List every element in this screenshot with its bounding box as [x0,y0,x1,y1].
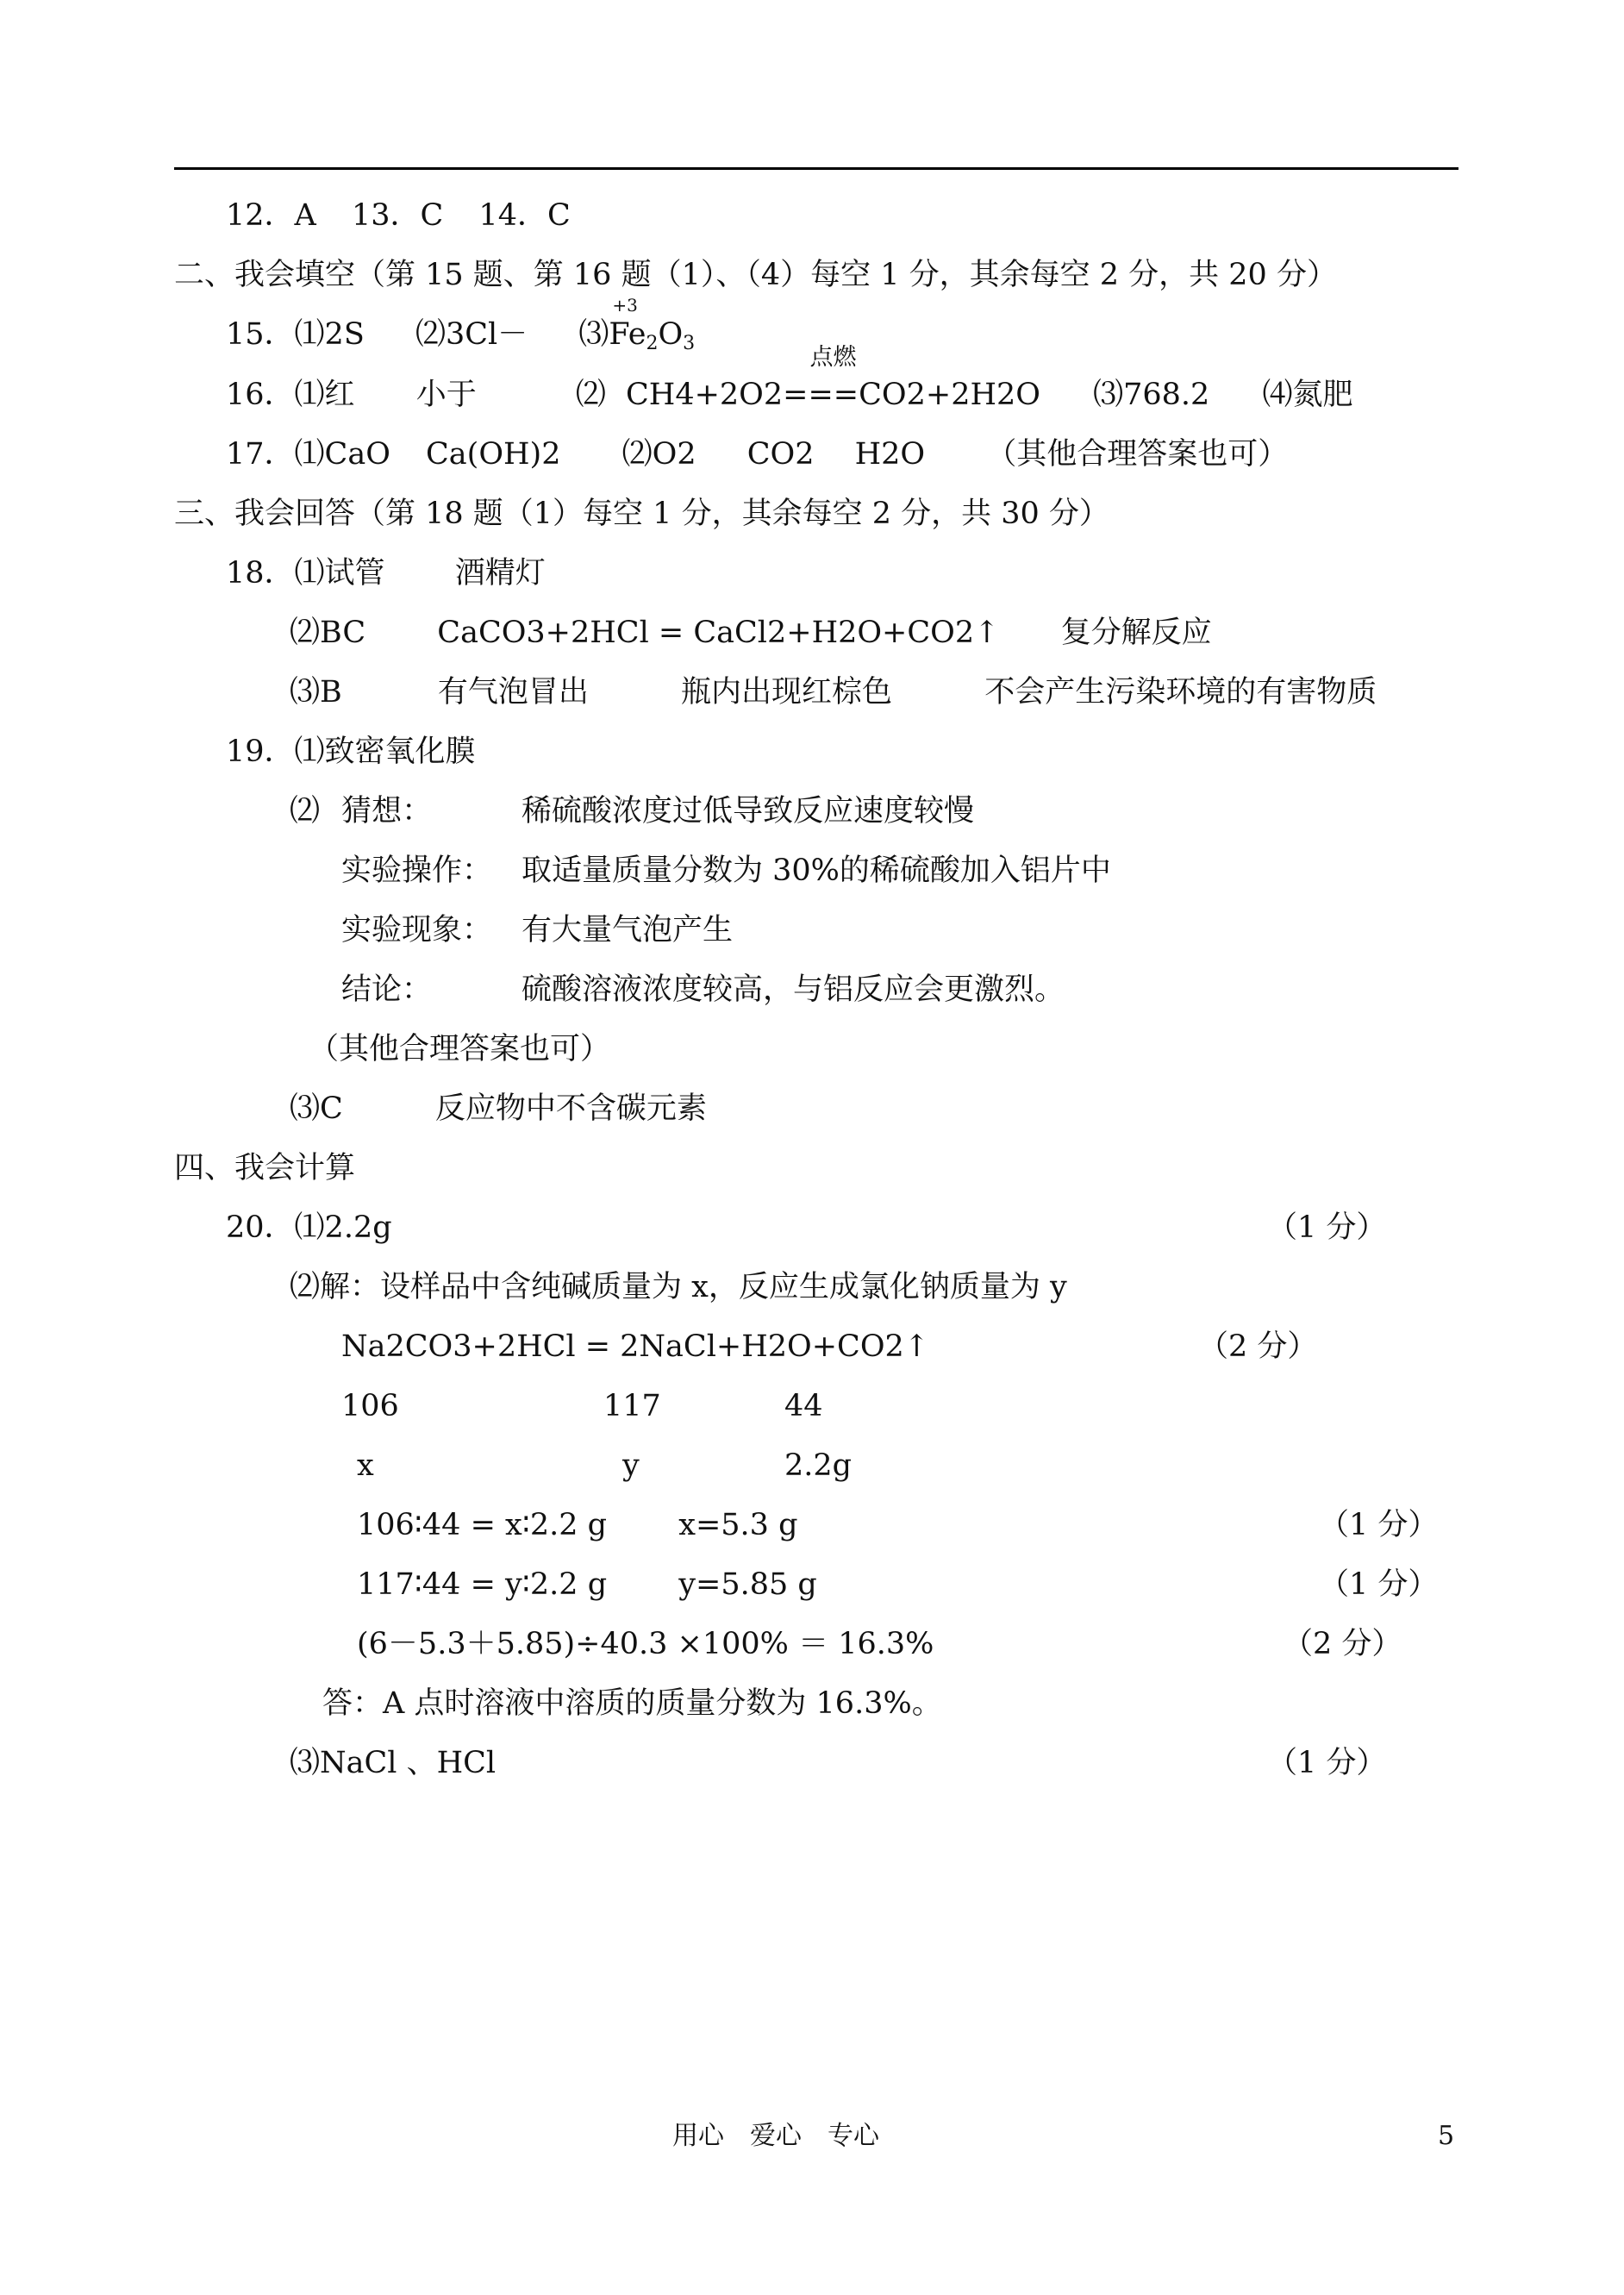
q18-answer-3c: 瓶内出现红棕色 [681,675,893,710]
combustion-equation [626,344,1040,416]
phenomenon-text: 有大量气泡产生 [522,913,734,947]
q20-final-answer: 答：A 点时溶液中溶质的质量分数为 16.3%。 [322,1686,942,1721]
q20-equation: Na2CO3+2HCl = 2NaCl+H2O+CO2↑ [341,1329,930,1364]
footer-motto: 用心 爱心 专心 [672,2121,879,2151]
result-x: x=5.3 g [678,1508,798,1542]
score-2: （2 分） [1198,1329,1318,1364]
percentage-calculation: (6－5.3＋5.85)÷40.3 ×100% ＝ 16.3% [357,1627,934,1661]
q19-answer-1: ⑴致密氧化膜 [294,735,476,769]
q19-note: （其他合理答案也可） [309,1032,611,1066]
score-3: （1 分） [1319,1508,1439,1542]
section-3-title: 三、我会回答（第 18 题（1）每空 1 分，其余每空 2 分，共 30 分） [174,497,1109,531]
q17-answer-1b: Ca(OH)2 [426,437,561,472]
result-y: y=5.85 g [678,1567,817,1602]
ratio-line-2 [357,1564,817,1605]
q18-line-3 [290,672,1377,713]
answer-13: 13．C [351,198,444,233]
molar-mass-1: 106 [341,1389,399,1423]
q16-answer-2-prefix: ⑵ [575,378,606,412]
q20-answer-3: ⑶NaCl 、HCl [290,1746,497,1780]
q20-answer-1: ⑴2.2g [294,1210,392,1245]
q19-answer-3: ⑶C [290,1091,343,1126]
q17-line [226,434,1288,475]
q17-answer-2c: H2O [854,437,926,472]
q16-line [226,344,1353,416]
q19-line-1 [226,731,476,772]
q17-answer-2: ⑵O2 [621,437,696,472]
operation-text: 取适量质量分数为 30%的稀硫酸加入铝片中 [522,854,1111,888]
q15-answer-3-prefix: ⑶ [578,317,609,352]
q19-line-3 [290,1088,707,1129]
guess-label: 猜想： [341,794,433,829]
subscript: 3 [683,333,696,354]
q18-answer-3b: 有气泡冒出 [437,675,589,710]
score-5: （2 分） [1283,1627,1402,1661]
q15-number: 15． [226,317,295,352]
ratio-1: 106∶44 = x∶2.2 g [357,1508,608,1542]
q15-line [226,295,696,355]
fe-element: Fe [609,317,646,352]
q18-number: 18． [226,556,295,591]
molar-mass-2: 117 [603,1389,661,1423]
score-6: （1 分） [1267,1746,1387,1780]
section-4-title: 四、我会计算 [174,1151,356,1185]
value-2-2g: 2.2g [784,1448,853,1483]
answer-12: 12．A [226,198,316,233]
ratio-line-1 [357,1504,797,1546]
variable-x: x [357,1448,374,1483]
phenomenon-label: 实验现象： [341,913,493,947]
q18-answer-1: ⑴试管 [294,556,385,591]
score-4: （1 分） [1319,1567,1439,1602]
mc-answers-line [226,195,571,236]
operation-label: 实验操作： [341,854,493,888]
q19-answer-3b: 反应物中不含碳元素 [434,1091,707,1126]
page-number: 5 [1438,2121,1455,2151]
o-element: O [658,317,684,352]
q18-equation: CaCO3+2HCl = CaCl2+H2O+CO2↑ [437,616,1000,650]
q16-answer-3: ⑶768.2 [1093,378,1210,412]
q15-answer-1: ⑴2S [294,317,365,352]
q20-line-1 [226,1207,392,1248]
q18-answer-1b: 酒精灯 [454,556,546,591]
oxidation-state: +3 [612,295,638,316]
q18-line-2 [290,612,1212,653]
q17-note: （其他合理答案也可） [986,437,1289,472]
q19-number: 19． [226,735,295,769]
q16-answer-1b: 小于 [415,378,477,412]
variable-y: y [622,1448,640,1483]
q18-reaction-type: 复分解反应 [1060,616,1212,650]
q19-guess-line [290,791,432,832]
reaction-condition: 点燃 [809,344,857,371]
header-rule [174,167,1458,170]
guess-text: 稀硫酸浓度过低导致反应速度较慢 [522,794,975,829]
q16-answer-1: ⑴红 [294,378,355,412]
q18-answer-2: ⑵BC [290,616,366,650]
section-2-title: 二、我会填空（第 15 题、第 16 题（1）、（4）每空 1 分，其余每空 2 分，共 20 分） [174,258,1337,292]
ratio-2: 117∶44 = y∶2.2 g [357,1567,608,1602]
conclusion-text: 硫酸溶液浓度较高，与铝反应会更激烈。 [522,972,1065,1007]
score-1: （1 分） [1267,1210,1387,1245]
q20-number: 20． [226,1210,295,1245]
q17-number: 17． [226,437,295,472]
q18-line-1 [226,553,546,594]
q18-answer-3: ⑶B [290,675,342,710]
q19-answer-2-prefix: ⑵ [290,794,321,829]
answer-14: 14．C [478,198,571,233]
q18-answer-3d: 不会产生污染环境的有害物质 [984,675,1377,710]
q16-number: 16． [226,378,295,412]
q16-answer-4: ⑷氮肥 [1262,378,1353,412]
molar-mass-3: 44 [784,1389,823,1423]
q20-solution-setup: ⑵解：设样品中含纯碱质量为 x，反应生成氯化钠质量为 y [290,1270,1067,1304]
equation-text: CH4+2O2===CO2+2H2O [626,378,1040,412]
conclusion-label: 结论： [341,972,433,1007]
q17-answer-2b: CO2 [746,437,815,472]
q15-answer-2: ⑵3Cl－ [415,317,528,352]
q17-answer-1: ⑴CaO [294,437,390,472]
subscript: 2 [646,333,659,354]
